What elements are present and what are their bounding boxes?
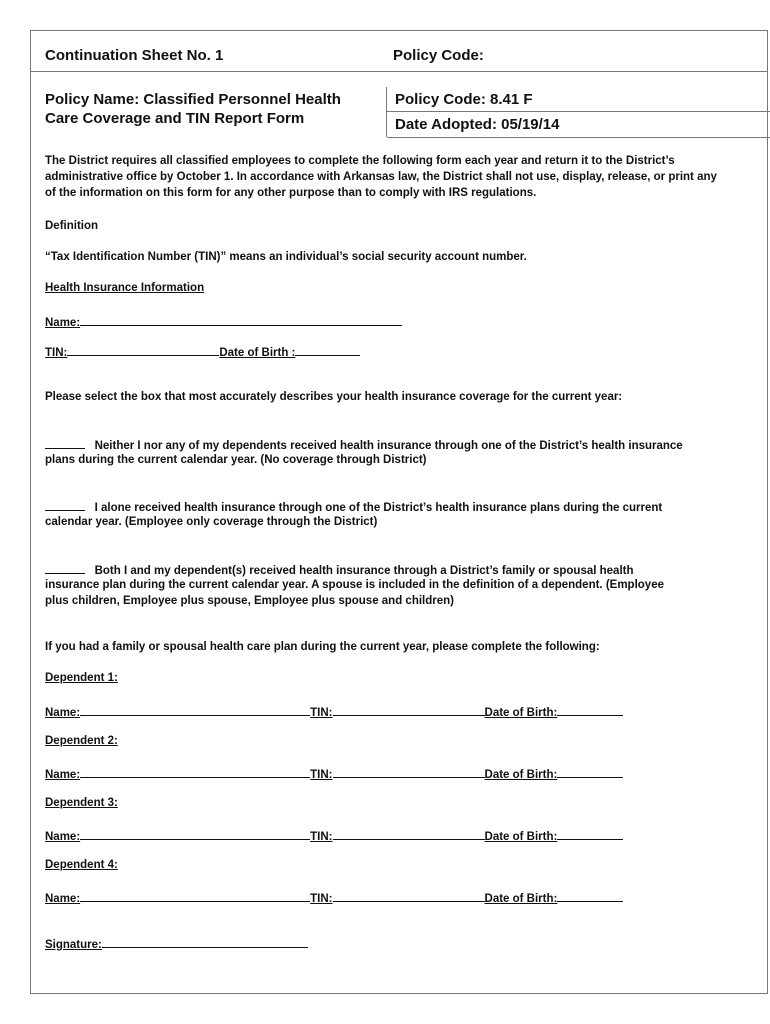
dependent-2-dob-label: Date of Birth:: [484, 769, 558, 781]
policy-name-line-1: Policy Name: Classified Personnel Health: [45, 91, 341, 108]
employee-name-label: Name:: [45, 317, 81, 329]
employee-name-field[interactable]: [80, 313, 402, 326]
header-row-2: [31, 71, 767, 137]
policy-name-line-2: Care Coverage and TIN Report Form: [45, 110, 305, 127]
dependent-1-tin-label: TIN:: [310, 707, 333, 719]
dependent-3-heading: Dependent 3:: [45, 797, 118, 809]
policy-code-value: Policy Code: 8.41 F: [395, 91, 533, 108]
dependent-4-row: [45, 889, 623, 905]
option-2: [45, 498, 662, 514]
dependent-2-tin-label: TIN:: [310, 769, 333, 781]
signature-row: [45, 935, 308, 951]
option-1-checkbox[interactable]: [45, 436, 85, 449]
option-3-checkbox[interactable]: [45, 561, 85, 574]
intro-paragraph: The District requires all classified employees to complete the following form each year and return it to the District’s administrative office by October 1. In accordance with Arkansas law, the District shall not use, display, release, or print any of the information on this form for any other purpose than to comply with IRS regulations.: [45, 155, 717, 199]
dependent-3-tin-field[interactable]: [333, 827, 485, 840]
option-1-text-line-1: Neither I nor any of my dependents received health insurance through one of the District’s health insurance: [94, 440, 683, 452]
employee-name-row: [45, 313, 402, 329]
dependent-2-dob-field[interactable]: [557, 765, 623, 778]
dependent-4-dob-label: Date of Birth:: [484, 893, 558, 905]
dependent-1-heading: Dependent 1:: [45, 672, 118, 684]
definition-text: “Tax Identification Number (TIN)” means an individual’s social security account number.: [45, 251, 527, 263]
dependent-3-name-label: Name:: [45, 831, 81, 843]
option-3-text-line-3: plus children, Employee plus spouse, Employee plus spouse and children): [45, 595, 454, 607]
dependent-3-tin-label: TIN:: [310, 831, 333, 843]
header-row-1: [31, 31, 767, 72]
dependent-3-row: [45, 827, 623, 843]
dependent-2-heading: Dependent 2:: [45, 735, 118, 747]
dependent-2-name-label: Name:: [45, 769, 81, 781]
dependent-1-row: [45, 703, 623, 719]
definition-heading: Definition: [45, 220, 99, 232]
family-plan-prompt: If you had a family or spousal health care plan during the current year, please complete the following:: [45, 641, 600, 653]
dependent-3-dob-label: Date of Birth:: [484, 831, 558, 843]
option-1: [45, 436, 683, 452]
option-3-text-line-2: insurance plan during the current calendar year. A spouse is included in the definition of a dependent. (Employee: [45, 579, 664, 591]
date-adopted: Date Adopted: 05/19/14: [395, 116, 560, 133]
employee-tin-field[interactable]: [67, 343, 219, 356]
dependent-4-tin-label: TIN:: [310, 893, 333, 905]
dependent-4-name-field[interactable]: [80, 889, 310, 902]
option-2-text-line-1: I alone received health insurance through one of the District’s health insurance plans during the current: [94, 502, 663, 514]
employee-tin-row: [45, 343, 360, 359]
employee-dob-field[interactable]: [295, 343, 360, 356]
option-1-text-line-2: plans during the current calendar year. (No coverage through District): [45, 454, 427, 466]
dependent-1-tin-field[interactable]: [333, 703, 485, 716]
employee-tin-label: TIN:: [45, 347, 68, 359]
policy-code-label: Policy Code:: [393, 47, 484, 64]
dependent-2-tin-field[interactable]: [333, 765, 485, 778]
dependent-2-name-field[interactable]: [80, 765, 310, 778]
signature-label: Signature:: [45, 939, 102, 951]
dependent-1-name-label: Name:: [45, 707, 81, 719]
option-2-checkbox[interactable]: [45, 498, 85, 511]
dependent-4-tin-field[interactable]: [333, 889, 485, 902]
dependent-1-dob-field[interactable]: [557, 703, 623, 716]
dependent-4-dob-field[interactable]: [557, 889, 623, 902]
health-insurance-heading: Health Insurance Information: [45, 282, 205, 294]
option-2-text-line-2: calendar year. (Employee only coverage through the District): [45, 516, 378, 528]
dependent-1-dob-label: Date of Birth:: [484, 707, 558, 719]
dependent-4-heading: Dependent 4:: [45, 859, 118, 871]
option-3-text-line-1: Both I and my dependent(s) received health insurance through a District’s family or spousal health: [94, 565, 634, 577]
dependent-1-name-field[interactable]: [80, 703, 310, 716]
dependent-3-dob-field[interactable]: [557, 827, 623, 840]
policy-name: [45, 90, 375, 128]
dependent-3-name-field[interactable]: [80, 827, 310, 840]
dependent-2-row: [45, 765, 623, 781]
dependent-4-name-label: Name:: [45, 893, 81, 905]
continuation-sheet-label: Continuation Sheet No. 1: [45, 47, 224, 64]
select-prompt: Please select the box that most accurately describes your health insurance coverage for the current year:: [45, 391, 623, 403]
employee-dob-label: Date of Birth :: [219, 347, 296, 359]
option-3: [45, 561, 634, 577]
policy-meta: [386, 87, 770, 137]
signature-field[interactable]: [102, 935, 308, 948]
